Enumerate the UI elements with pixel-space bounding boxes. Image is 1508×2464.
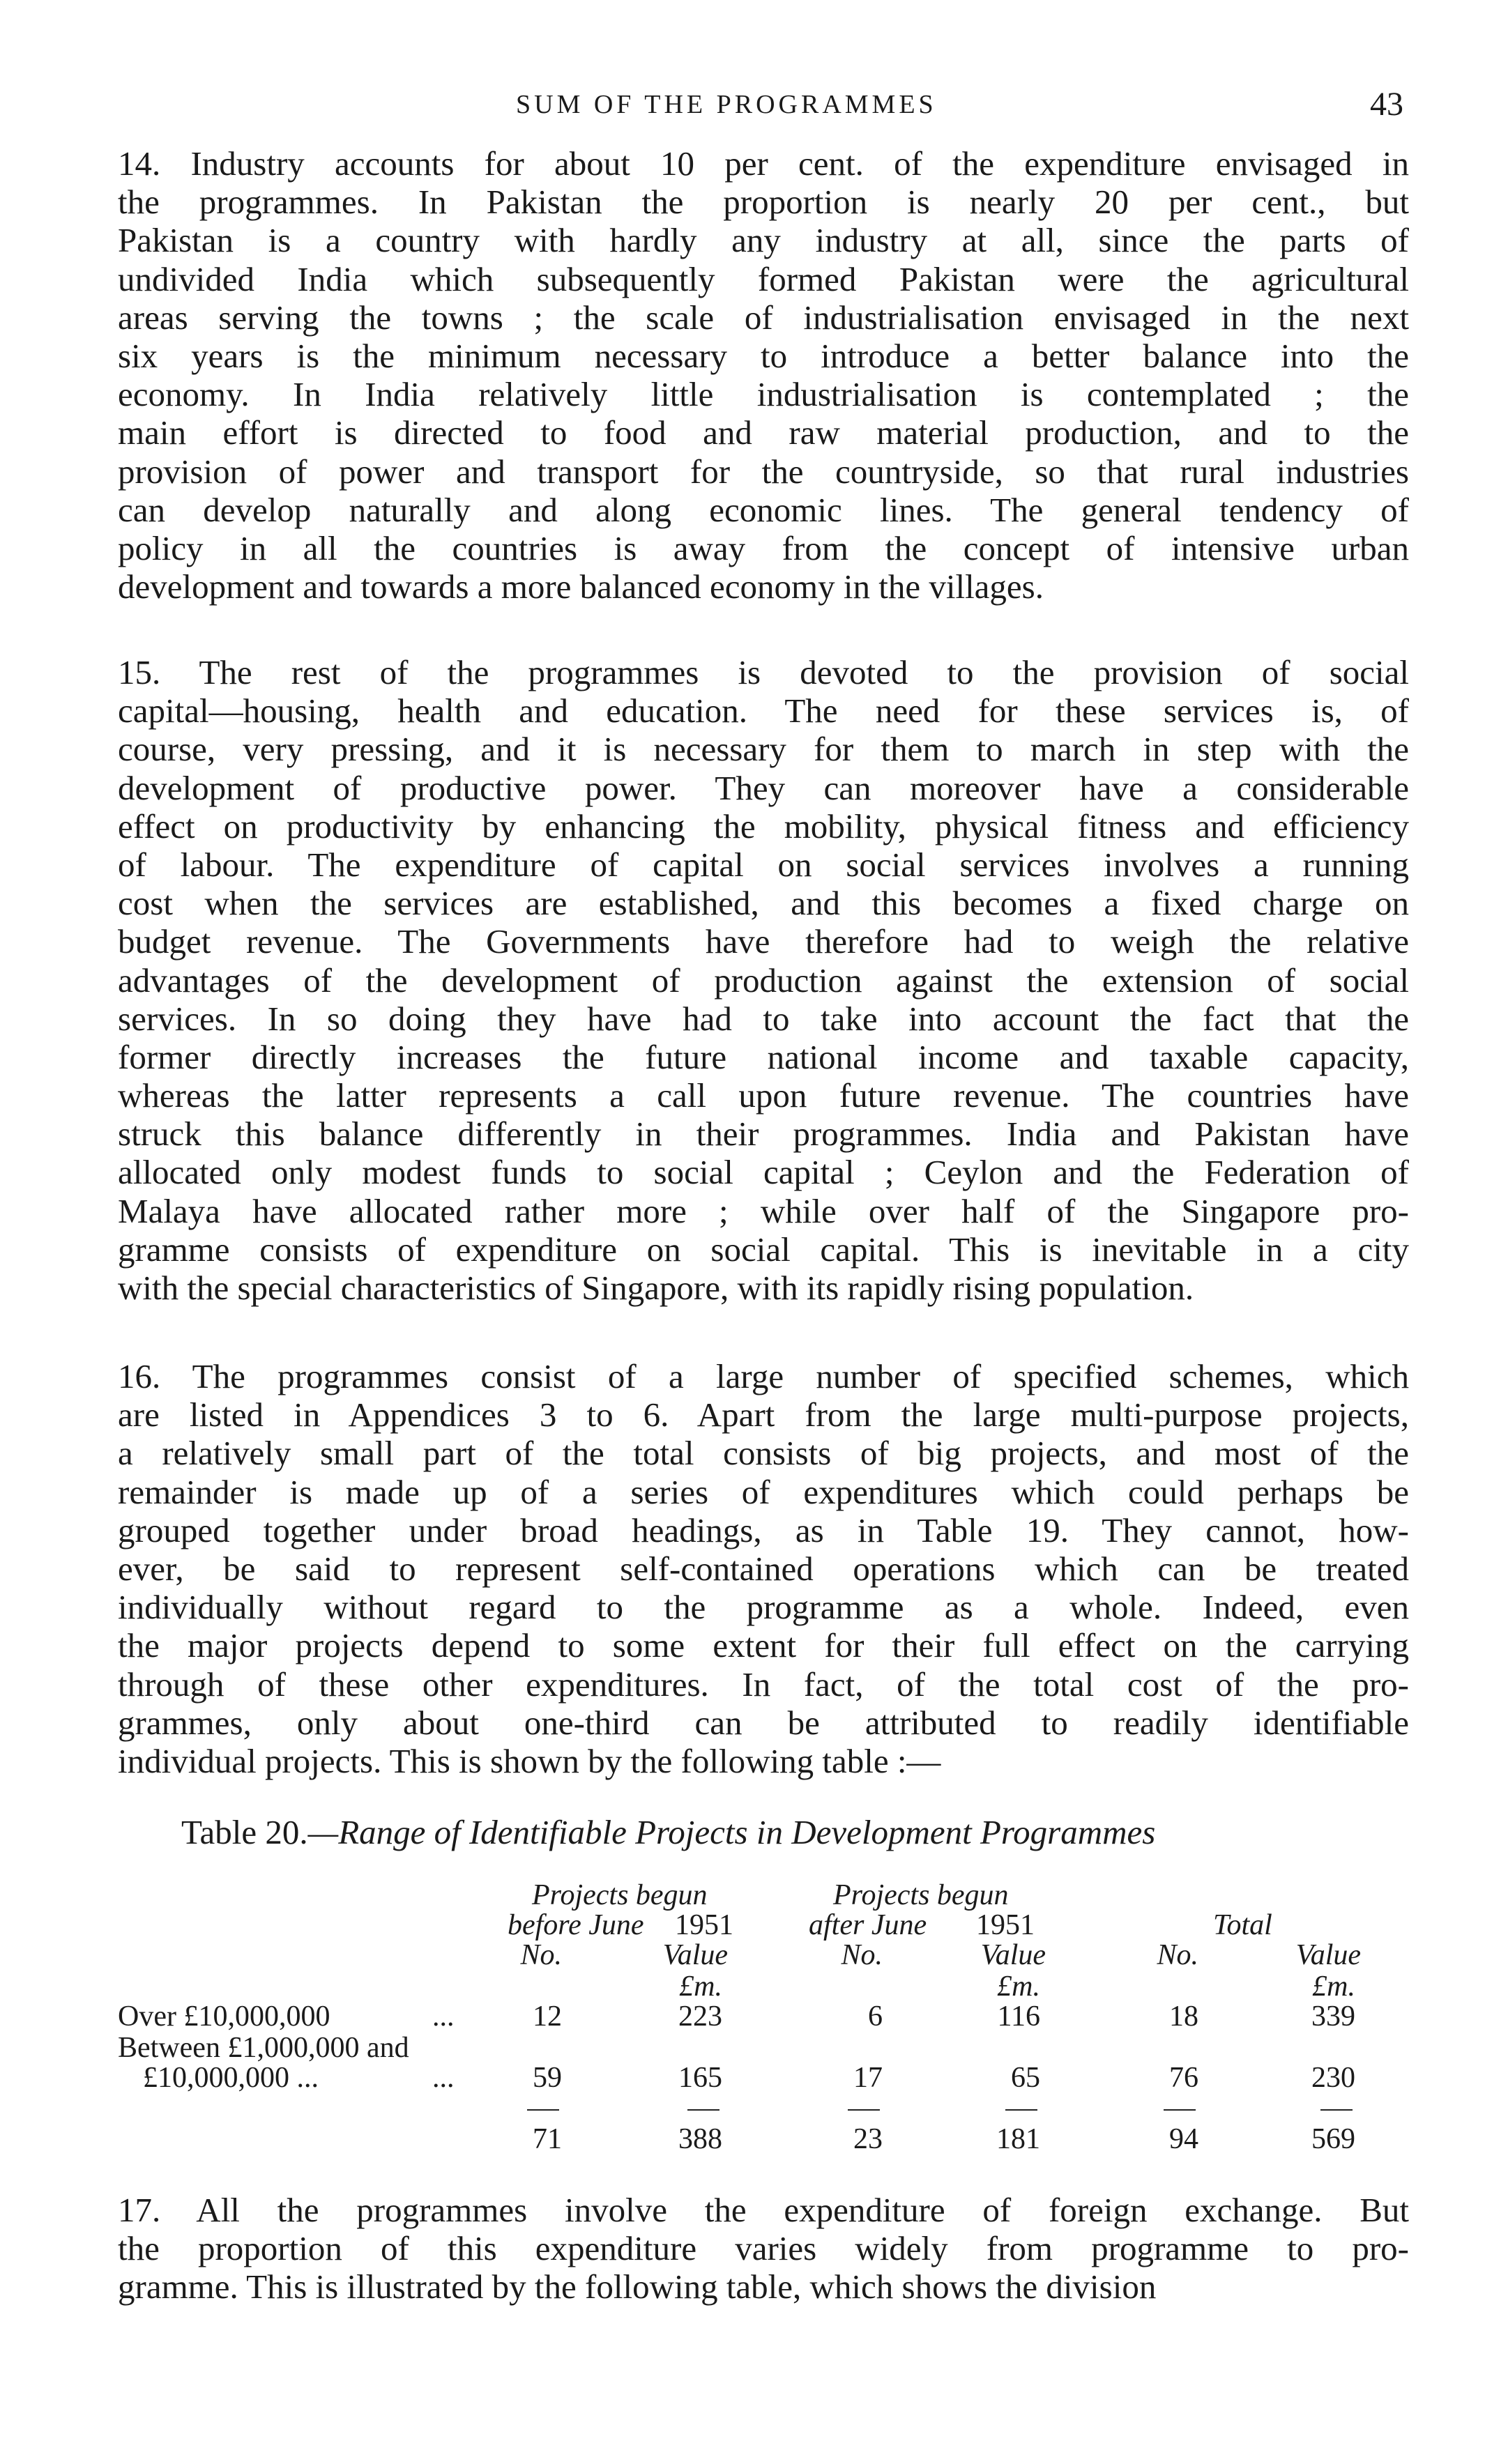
running-title: SUM OF THE PROGRAMMES <box>516 90 937 119</box>
table-number: Table 20. <box>181 1813 308 1851</box>
total-cell: 71 <box>533 2123 562 2155</box>
column-header-value: Value <box>662 1939 728 1971</box>
text-line: Pakistan is a country with hardly any industry at all, since the parts of <box>118 221 1409 260</box>
group-header-year: 1951 <box>675 1909 733 1941</box>
text-line: course, very pressing, and it is necessary for them to march in step with the <box>118 730 1409 769</box>
text-line: services. In so doing they have had to take into account the fact that the <box>118 999 1409 1038</box>
running-header <box>0 85 1508 124</box>
text-line: cost when the services are established, and this becomes a fixed charge on <box>118 884 1409 923</box>
column-header-value: Value <box>1295 1939 1361 1971</box>
text-line: 14. Industry accounts for about 10 per cent. of the expenditure envisaged in <box>118 144 1409 183</box>
row-label: £10,000,000 ... <box>143 2062 319 2094</box>
text-line: remainder is made up of a series of expenditures which could perhaps be <box>118 1472 1409 1511</box>
column-header-no: No. <box>841 1939 883 1971</box>
table-cell: 59 <box>533 2062 562 2094</box>
text-line: are listed in Appendices 3 to 6. Apart from the large multi-purpose projects, <box>118 1395 1409 1434</box>
group-header-year: 1951 <box>976 1909 1035 1941</box>
page-number: 43 <box>1370 86 1403 123</box>
sum-rule <box>848 2109 880 2111</box>
text-line: undivided India which subsequently formed Pakistan were the agricultural <box>118 259 1409 298</box>
text-line: allocated only modest funds to social capital ; Ceylon and the Federation of <box>118 1153 1409 1192</box>
text-line: of labour. The expenditure of capital on social services involves a running <box>118 845 1409 884</box>
table-cell: 76 <box>1169 2062 1198 2094</box>
paragraph-16 <box>118 1357 1409 1780</box>
table-cell: 230 <box>1311 2062 1355 2094</box>
paragraph-14 <box>118 144 1409 606</box>
total-cell: 23 <box>853 2123 883 2155</box>
table-cell: 165 <box>678 2062 722 2094</box>
text-line: the major projects depend to some extent for their full effect on the carrying <box>118 1626 1409 1665</box>
unit-label: £m. <box>1312 1971 1355 2003</box>
text-line: capital—housing, health and education. The need for these services is, of <box>118 691 1409 730</box>
text-line: ever, be said to represent self-contained operations which can be treated <box>118 1549 1409 1588</box>
table-cell: 65 <box>1011 2062 1040 2094</box>
column-header-no: No. <box>520 1939 562 1971</box>
text-line: the proportion of this expenditure varies widely from programme to pro- <box>118 2229 1409 2268</box>
sum-rule <box>1164 2109 1196 2111</box>
leader-dots: ... <box>432 2000 455 2033</box>
text-line: 15. The rest of the programmes is devoted to the provision of social <box>118 653 1409 691</box>
group-header: before June <box>508 1909 644 1941</box>
text-line: Malaya have allocated rather more ; while over half of the Singapore pro- <box>118 1191 1409 1230</box>
unit-label: £m. <box>997 1971 1040 2003</box>
group-header: Projects begun <box>833 1879 1009 1911</box>
group-header: after June <box>809 1909 927 1941</box>
table-cell: 17 <box>853 2062 883 2094</box>
text-line: grammes, only about one-third can be attributed to readily identifiable <box>118 1703 1409 1742</box>
text-line: gramme consists of expenditure on social capital. This is inevitable in a city <box>118 1230 1409 1269</box>
text-line: can develop naturally and along economic lines. The general tendency of <box>118 490 1409 529</box>
text-line: through of these other expenditures. In fact, of the total cost of the pro- <box>118 1665 1409 1704</box>
table-caption <box>181 1812 1155 1853</box>
sum-rule <box>1320 2109 1353 2111</box>
column-header-no: No. <box>1157 1939 1198 1971</box>
row-label: Between £1,000,000 and <box>118 2032 409 2064</box>
table-cell: 12 <box>533 2000 562 2033</box>
sum-rule <box>527 2109 559 2111</box>
sum-rule <box>687 2109 719 2111</box>
text-line: development and towards a more balanced economy in the villages. <box>118 567 1044 606</box>
sum-rule <box>1005 2109 1037 2111</box>
text-line: 16. The programmes consist of a large number of specified schemes, which <box>118 1357 1409 1395</box>
group-header: Projects begun <box>532 1879 708 1911</box>
column-header-value: Value <box>980 1939 1046 1971</box>
table-cell: 339 <box>1311 2000 1355 2033</box>
text-line: whereas the latter represents a call upon future revenue. The countries have <box>118 1076 1409 1115</box>
text-line: former directly increases the future national income and taxable capacity, <box>118 1037 1409 1076</box>
text-line: struck this balance differently in their programmes. India and Pakistan have <box>118 1115 1409 1154</box>
text-line: policy in all the countries is away from the concept of intensive urban <box>118 528 1409 567</box>
text-line: gramme. This is illustrated by the following table, which shows the division <box>118 2267 1157 2306</box>
table-cell: 116 <box>997 2000 1040 2033</box>
paragraph-17 <box>118 2191 1409 2306</box>
text-line: main effort is directed to food and raw material production, and to the <box>118 413 1409 452</box>
total-cell: 94 <box>1169 2123 1198 2155</box>
table-cell: 6 <box>868 2000 883 2033</box>
text-line: with the special characteristics of Singapore, with its rapidly rising population. <box>118 1269 1194 1307</box>
text-line: development of productive power. They can moreover have a considerable <box>118 768 1409 807</box>
text-line: grouped together under broad headings, as in Table 19. They cannot, how- <box>118 1510 1409 1549</box>
paragraph-15 <box>118 653 1409 1307</box>
text-line: a relatively small part of the total consists of big projects, and most of the <box>118 1434 1409 1473</box>
text-line: individual projects. This is shown by the following table :— <box>118 1741 941 1780</box>
row-label: Over £10,000,000 <box>118 2000 330 2033</box>
total-cell: 181 <box>996 2123 1040 2155</box>
text-line: advantages of the development of production against the extension of social <box>118 961 1409 1000</box>
leader-dots: ... <box>432 2062 455 2094</box>
table-cell: 223 <box>678 2000 722 2033</box>
table-cell: 18 <box>1169 2000 1198 2033</box>
text-line: 17. All the programmes involve the expenditure of foreign exchange. But <box>118 2191 1409 2229</box>
text-line: economy. In India relatively little industrialisation is contemplated ; the <box>118 375 1409 414</box>
total-cell: 569 <box>1311 2123 1355 2155</box>
text-line: effect on productivity by enhancing the mobility, physical fitness and efficiency <box>118 806 1409 845</box>
total-cell: 388 <box>678 2123 722 2155</box>
table-title: —Range of Identifiable Projects in Development Programmes <box>307 1813 1156 1851</box>
text-line: areas serving the towns ; the scale of industrialisation envisaged in the next <box>118 298 1409 337</box>
unit-label: £m. <box>679 1971 722 2003</box>
text-line: budget revenue. The Governments have therefore had to weigh the relative <box>118 922 1409 961</box>
group-header: Total <box>1213 1909 1272 1941</box>
text-line: the programmes. In Pakistan the proportion is nearly 20 per cent., but <box>118 183 1409 222</box>
text-line: individually without regard to the programme as a whole. Indeed, even <box>118 1588 1409 1627</box>
text-line: six years is the minimum necessary to introduce a better balance into the <box>118 336 1409 375</box>
text-line: provision of power and transport for the countryside, so that rural industries <box>118 452 1409 491</box>
